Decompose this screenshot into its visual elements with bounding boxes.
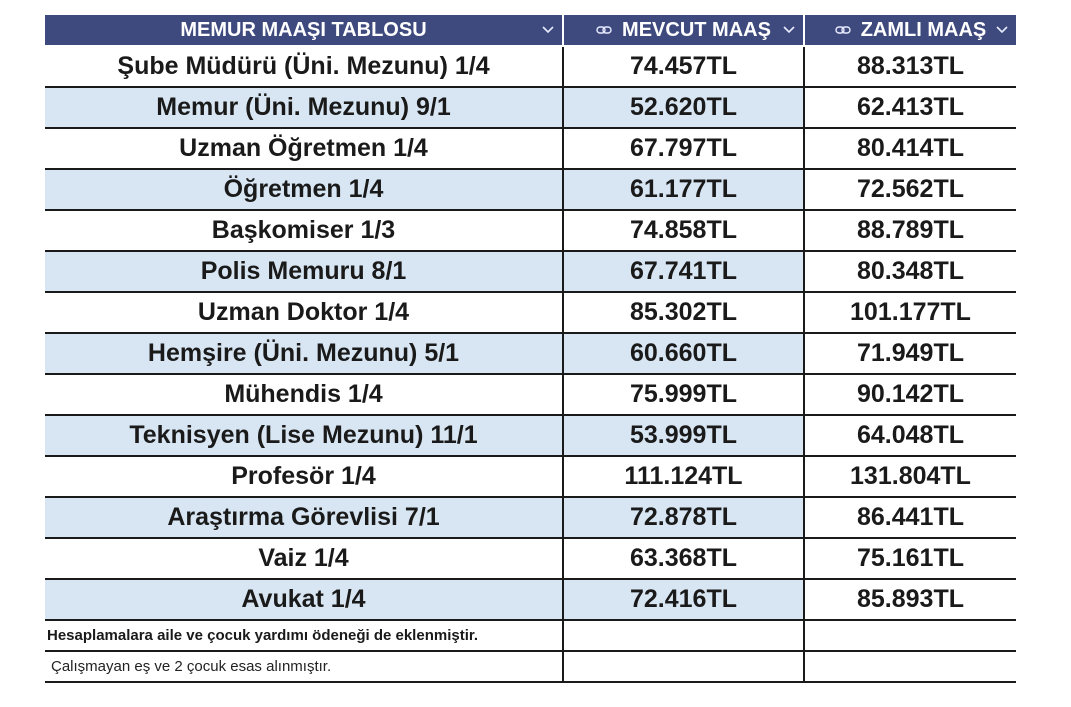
- title-cell[interactable]: Başkomiser 1/3: [45, 211, 564, 252]
- chevron-down-icon[interactable]: [996, 26, 1008, 34]
- header-label: ZAMLI MAAŞ: [860, 18, 987, 41]
- table-row: [45, 293, 1016, 334]
- title-cell[interactable]: Hemşire (Üni. Mezunu) 5/1: [45, 334, 564, 375]
- empty-cell[interactable]: [805, 652, 1016, 683]
- title-cell[interactable]: Vaiz 1/4: [45, 539, 564, 580]
- current-salary-cell[interactable]: 74.858TL: [564, 211, 805, 252]
- header-title-column[interactable]: [45, 15, 564, 47]
- note-row: [45, 652, 1016, 683]
- header-label: MEMUR MAAŞI TABLOSU: [180, 18, 427, 41]
- current-salary-cell[interactable]: 52.620TL: [564, 88, 805, 129]
- table-body: [45, 47, 1016, 621]
- raised-salary-cell[interactable]: 86.441TL: [805, 498, 1016, 539]
- current-salary-cell[interactable]: 74.457TL: [564, 47, 805, 88]
- table-row: [45, 498, 1016, 539]
- salary-table: [45, 15, 1016, 683]
- table-row: [45, 375, 1016, 416]
- raised-salary-cell[interactable]: 64.048TL: [805, 416, 1016, 457]
- table-header-row: [45, 15, 1016, 47]
- header-label: MEVCUT MAAŞ: [622, 18, 771, 41]
- empty-cell[interactable]: [564, 621, 805, 652]
- title-cell[interactable]: Öğretmen 1/4: [45, 170, 564, 211]
- raised-salary-cell[interactable]: 80.414TL: [805, 129, 1016, 170]
- current-salary-cell[interactable]: 61.177TL: [564, 170, 805, 211]
- raised-salary-cell[interactable]: 62.413TL: [805, 88, 1016, 129]
- title-cell[interactable]: Profesör 1/4: [45, 457, 564, 498]
- note-row: [45, 621, 1016, 652]
- chevron-down-icon[interactable]: [783, 26, 795, 34]
- raised-salary-cell[interactable]: 90.142TL: [805, 375, 1016, 416]
- link-icon: [596, 25, 612, 35]
- title-cell[interactable]: Memur (Üni. Mezunu) 9/1: [45, 88, 564, 129]
- link-icon: [835, 25, 851, 35]
- chevron-down-icon[interactable]: [542, 26, 554, 34]
- title-cell[interactable]: Polis Memuru 8/1: [45, 252, 564, 293]
- title-cell[interactable]: Uzman Öğretmen 1/4: [45, 129, 564, 170]
- table-row: [45, 211, 1016, 252]
- note-text[interactable]: Hesaplamalara aile ve çocuk yardımı ödeneği de eklenmiştir.: [45, 621, 564, 652]
- current-salary-cell[interactable]: 60.660TL: [564, 334, 805, 375]
- raised-salary-cell[interactable]: 85.893TL: [805, 580, 1016, 621]
- table-row: [45, 252, 1016, 293]
- current-salary-cell[interactable]: 75.999TL: [564, 375, 805, 416]
- current-salary-cell[interactable]: 67.741TL: [564, 252, 805, 293]
- title-cell[interactable]: Uzman Doktor 1/4: [45, 293, 564, 334]
- table-row: [45, 334, 1016, 375]
- raised-salary-cell[interactable]: 72.562TL: [805, 170, 1016, 211]
- title-cell[interactable]: Mühendis 1/4: [45, 375, 564, 416]
- empty-cell[interactable]: [805, 621, 1016, 652]
- raised-salary-cell[interactable]: 75.161TL: [805, 539, 1016, 580]
- raised-salary-cell[interactable]: 131.804TL: [805, 457, 1016, 498]
- table-row: [45, 88, 1016, 129]
- current-salary-cell[interactable]: 85.302TL: [564, 293, 805, 334]
- current-salary-cell[interactable]: 111.124TL: [564, 457, 805, 498]
- raised-salary-cell[interactable]: 101.177TL: [805, 293, 1016, 334]
- current-salary-cell[interactable]: 63.368TL: [564, 539, 805, 580]
- table-row: [45, 170, 1016, 211]
- empty-cell[interactable]: [564, 652, 805, 683]
- title-cell[interactable]: Araştırma Görevlisi 7/1: [45, 498, 564, 539]
- table-row: [45, 129, 1016, 170]
- raised-salary-cell[interactable]: 80.348TL: [805, 252, 1016, 293]
- table-row: [45, 539, 1016, 580]
- table-row: [45, 580, 1016, 621]
- raised-salary-cell[interactable]: 88.789TL: [805, 211, 1016, 252]
- title-cell[interactable]: Avukat 1/4: [45, 580, 564, 621]
- current-salary-cell[interactable]: 72.878TL: [564, 498, 805, 539]
- current-salary-cell[interactable]: 67.797TL: [564, 129, 805, 170]
- raised-salary-cell[interactable]: 71.949TL: [805, 334, 1016, 375]
- table-row: [45, 47, 1016, 88]
- current-salary-cell[interactable]: 53.999TL: [564, 416, 805, 457]
- header-raised-salary-column[interactable]: [805, 15, 1016, 47]
- current-salary-cell[interactable]: 72.416TL: [564, 580, 805, 621]
- table-row: [45, 457, 1016, 498]
- title-cell[interactable]: Şube Müdürü (Üni. Mezunu) 1/4: [45, 47, 564, 88]
- raised-salary-cell[interactable]: 88.313TL: [805, 47, 1016, 88]
- table-row: [45, 416, 1016, 457]
- note-text[interactable]: Çalışmayan eş ve 2 çocuk esas alınmıştır.: [45, 652, 564, 683]
- header-current-salary-column[interactable]: [564, 15, 805, 47]
- title-cell[interactable]: Teknisyen (Lise Mezunu) 11/1: [45, 416, 564, 457]
